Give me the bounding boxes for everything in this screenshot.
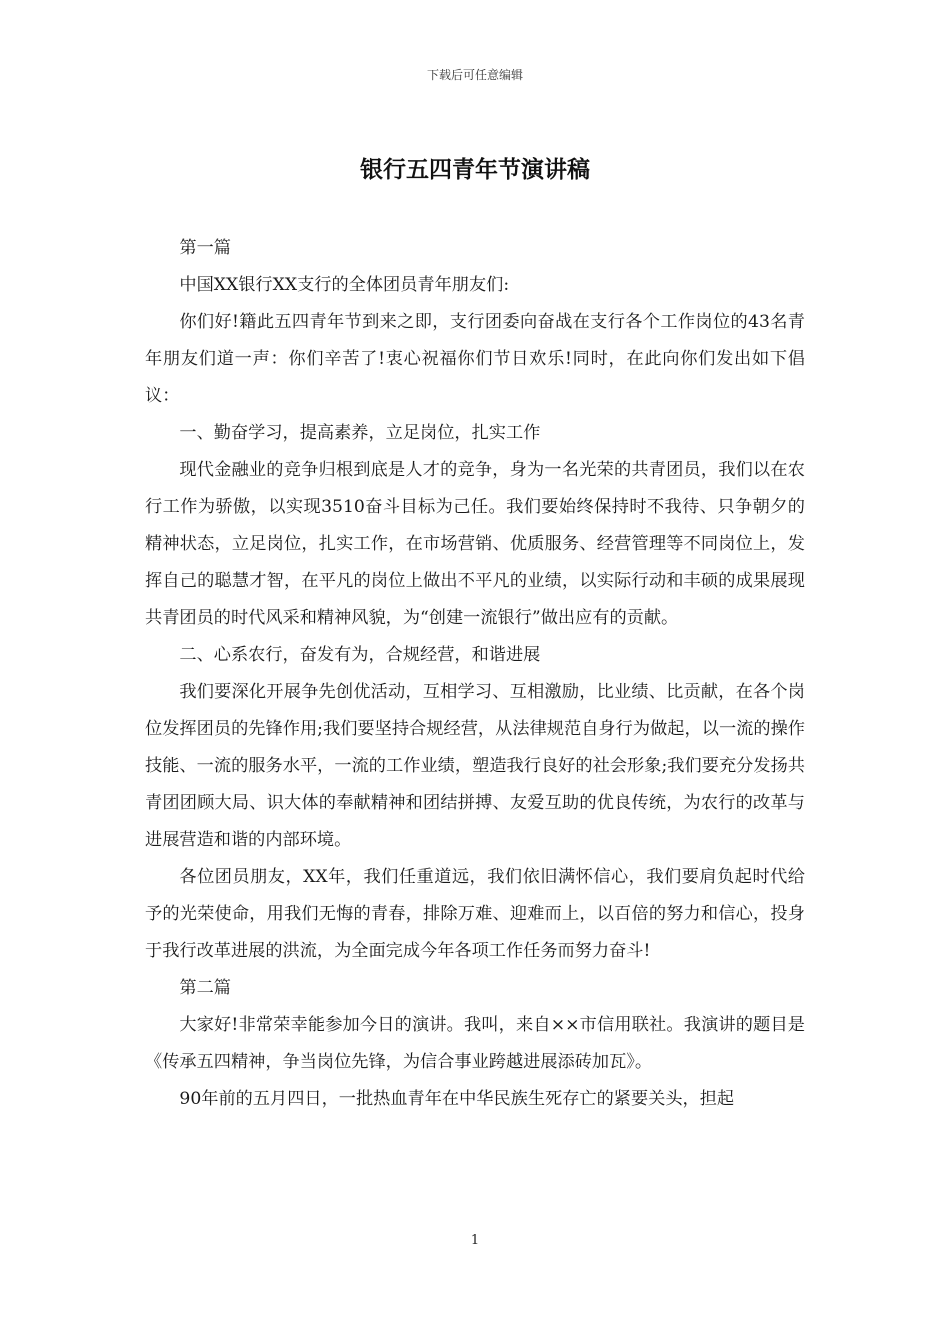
section-heading-2: 第二篇 bbox=[179, 978, 231, 998]
page-number: 1 bbox=[470, 1233, 480, 1248]
paragraph: 各位团员朋友，XX年，我们任重道远，我们依旧满怀信心，我们要肩负起时代给予的光荣使命，用我们无悔的青春，排除万难、迎难而上，以百倍的努力和信心，投身于我行改革进展的洪流，为全面完成今年各项工作任务而努力奋斗! bbox=[145, 867, 805, 961]
subheading-2: 二、心系农行，奋发有为，合规经营，和谐进展 bbox=[179, 645, 541, 665]
paragraph: 现代金融业的竞争归根到底是人才的竞争，身为一名光荣的共青团员，我们以在农行工作为骄傲，以实现3510奋斗目标为己任。我们要始终保持时不我待、只争朝夕的精神状态，立足岗位，扎实工作，在市场营销、优质服务、经营管理等不同岗位上，发挥自己的聪慧才智，在平凡的岗位上做出不平凡的业绩，以实际行动和丰硕的成果展现共青团员的时代风采和精神风貌，为“创建一流银行”做出应有的贡献。 bbox=[145, 460, 805, 628]
section-heading-1: 第一篇 bbox=[179, 238, 231, 258]
subheading-1: 一、勤奋学习，提高素养，立足岗位，扎实工作 bbox=[179, 423, 541, 443]
header-note: 下载后可任意编辑 bbox=[426, 68, 523, 82]
document-body bbox=[145, 230, 805, 1118]
paragraph: 你们好!籍此五四青年节到来之即，支行团委向奋战在支行各个工作岗位的43名青年朋友们道一声：你们辛苦了!衷心祝福你们节日欢乐!同时，在此向你们发出如下倡议： bbox=[145, 312, 805, 406]
salutation: 中国XX银行XX支行的全体团员青年朋友们: bbox=[179, 275, 510, 295]
paragraph: 大家好!非常荣幸能参加今日的演讲。我叫，来自××市信用联社。我演讲的题目是《传承五四精神，争当岗位先锋，为信合事业跨越进展添砖加瓦》。 bbox=[145, 1015, 805, 1072]
paragraph: 我们要深化开展争先创优活动，互相学习、互相激励，比业绩、比贡献，在各个岗位发挥团员的先锋作用;我们要坚持合规经营，从法律规范自身行为做起，以一流的操作技能、一流的服务水平，一流的工作业绩，塑造我行良好的社会形象;我们要充分发扬共青团团顾大局、识大体的奉献精神和团结拼搏、友爱互助的优良传统，为农行的改革与进展营造和谐的内部环境。 bbox=[145, 682, 805, 850]
document-title: 银行五四青年节演讲稿 bbox=[360, 156, 590, 183]
paragraph: 90年前的五月四日，一批热血青年在中华民族生死存亡的紧要关头，担起 bbox=[179, 1089, 735, 1109]
